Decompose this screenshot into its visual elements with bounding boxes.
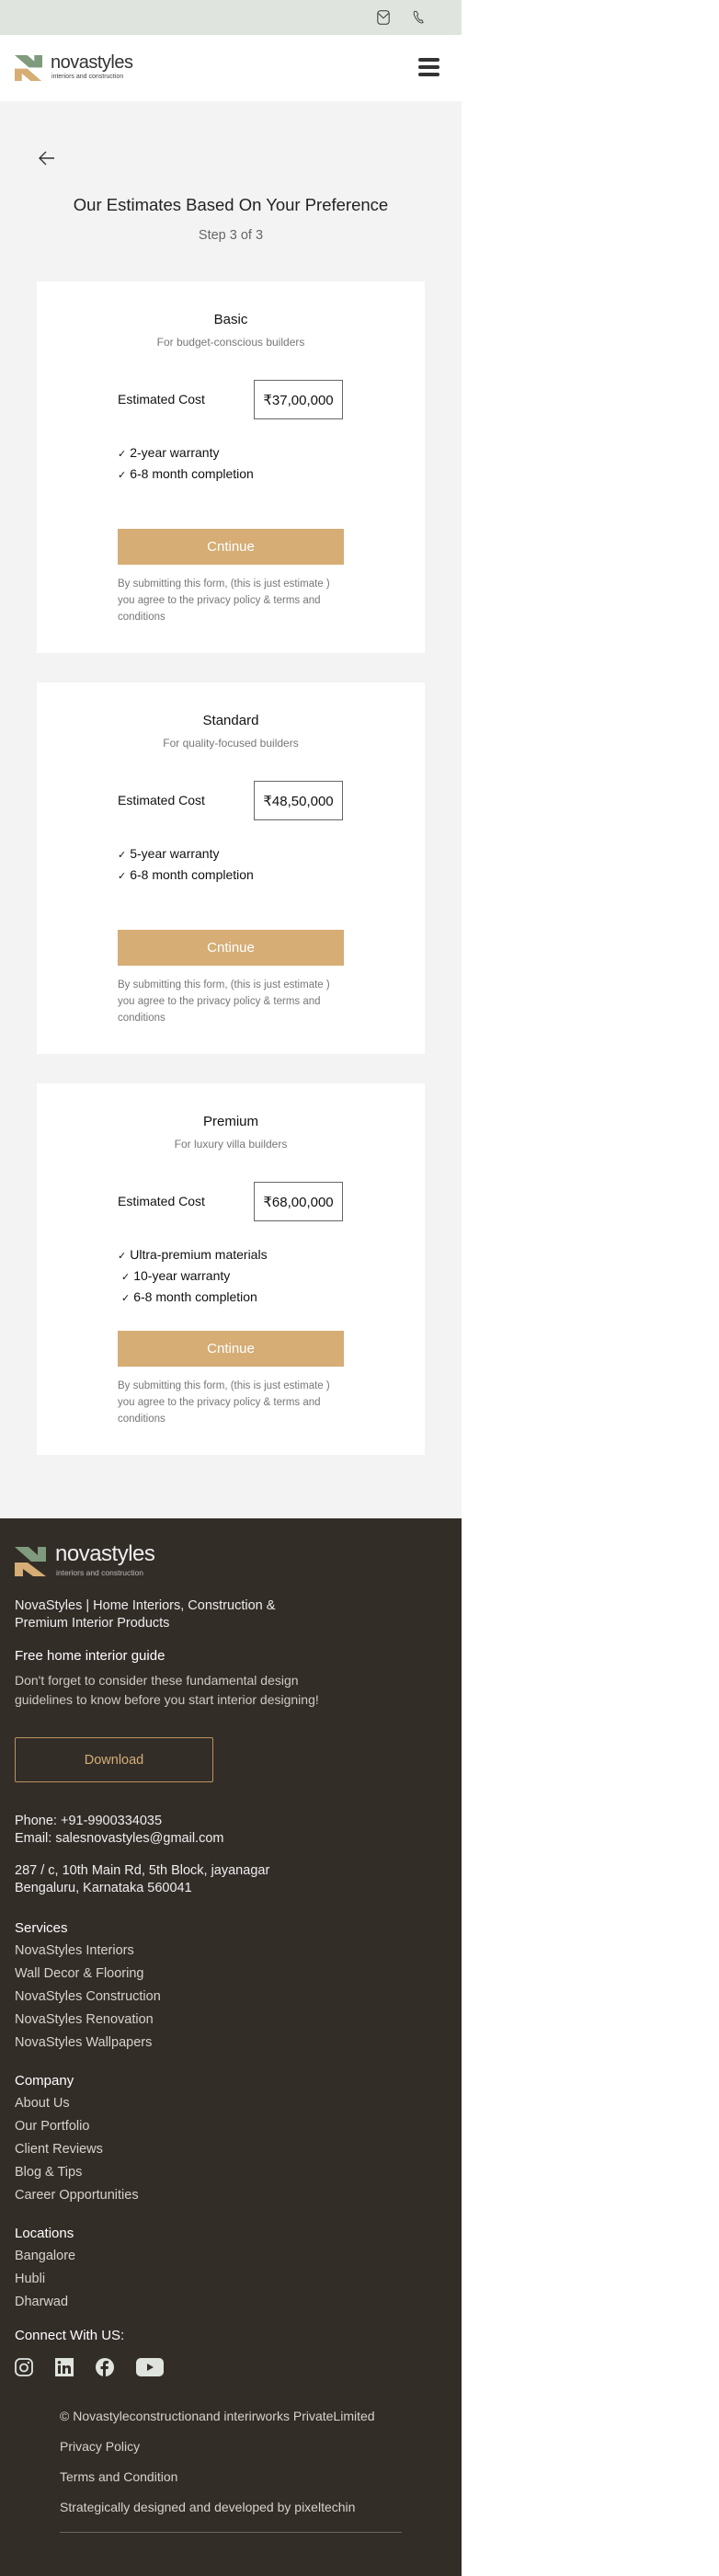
check-icon: ✓ xyxy=(118,871,127,882)
footer-logo[interactable] xyxy=(15,1541,155,1582)
feature-text: 6-8 month completion xyxy=(130,867,254,882)
company-link[interactable]: About Us xyxy=(15,2096,70,2111)
services-link[interactable]: NovaStyles Renovation xyxy=(15,2012,154,2027)
terms-link[interactable]: Terms and Condition xyxy=(60,2469,178,2484)
linkedin-icon[interactable] xyxy=(55,2358,74,2376)
site-header xyxy=(0,35,462,101)
plan-card-basic xyxy=(37,281,425,653)
disclaimer: By submitting this form, (this is just estimate ) you agree to the privacy policy & terms and conditions xyxy=(118,1380,330,1425)
estimates-section xyxy=(0,101,462,1518)
page-title: Our Estimates Based On Your Preference xyxy=(73,195,389,214)
plan-card-premium xyxy=(37,1083,425,1455)
address xyxy=(15,1862,269,1897)
brand-tagline: interiors and construction xyxy=(56,1568,143,1577)
copyright: © Novastyleconstructionand interirworks PrivateLimited xyxy=(60,2409,375,2423)
logo[interactable] xyxy=(15,52,133,86)
top-bar xyxy=(0,0,462,35)
phone-icon[interactable] xyxy=(411,10,427,25)
plan-subtitle: For luxury villa builders xyxy=(174,1138,288,1151)
feature-list xyxy=(118,844,254,887)
feature-list xyxy=(118,443,254,486)
check-icon: ✓ xyxy=(118,449,127,460)
company-section xyxy=(15,2069,139,2207)
step-indicator: Step 3 of 3 xyxy=(198,228,264,243)
phone-link[interactable]: Phone: +91-9900334035 xyxy=(15,1814,163,1828)
feature-text: 6-8 month completion xyxy=(130,466,254,481)
feature-item xyxy=(118,844,254,865)
location-link[interactable]: Hubli xyxy=(15,2272,46,2286)
services-section xyxy=(15,1917,161,2055)
check-icon: ✓ xyxy=(121,1272,131,1283)
youtube-icon[interactable] xyxy=(136,2358,164,2376)
location-link[interactable]: Dharwad xyxy=(15,2295,69,2309)
footer-divider xyxy=(60,2532,402,2533)
services-link[interactable]: NovaStyles Wallpapers xyxy=(15,2035,153,2050)
location-link[interactable]: Bangalore xyxy=(15,2249,76,2263)
feature-item xyxy=(118,1245,268,1266)
feature-text: Ultra-premium materials xyxy=(130,1247,268,1262)
address-line: Bengaluru, Karnataka 560041 xyxy=(15,1881,192,1895)
connect-heading: Connect With US: xyxy=(15,2328,125,2343)
plan-subtitle: For quality-focused builders xyxy=(163,737,299,750)
check-icon: ✓ xyxy=(121,1293,131,1304)
brand-name: novastyles xyxy=(55,1541,155,1566)
logo-mark-icon xyxy=(15,55,43,81)
guide-description: Don't forget to consider these fundamental design guidelines to know before you start interior designing! xyxy=(15,1673,319,1707)
company-link[interactable]: Our Portfolio xyxy=(15,2119,90,2134)
continue-button[interactable]: Cntinue xyxy=(118,529,344,565)
continue-button[interactable]: Cntinue xyxy=(118,1331,344,1367)
plan-name: Basic xyxy=(213,312,248,327)
feature-item xyxy=(118,464,254,486)
continue-button[interactable]: Cntinue xyxy=(118,930,344,966)
services-link[interactable]: NovaStyles Interiors xyxy=(15,1943,134,1958)
email-link[interactable]: Email: salesnovastyles@gmail.com xyxy=(15,1831,224,1846)
guide-title: Free home interior guide xyxy=(15,1648,165,1664)
brand-name: novastyles xyxy=(51,52,133,73)
feature-text: 2-year warranty xyxy=(130,445,220,460)
cost-label: Estimated Cost xyxy=(118,1194,205,1208)
cost-value: ₹37,00,000 xyxy=(254,380,343,419)
services-link[interactable]: Wall Decor & Flooring xyxy=(15,1966,144,1981)
check-icon: ✓ xyxy=(118,850,127,861)
company-link[interactable]: Career Opportunities xyxy=(15,2188,139,2203)
plan-name: Premium xyxy=(202,1114,258,1129)
back-arrow-icon[interactable] xyxy=(39,151,55,166)
contact-info xyxy=(15,1813,223,1848)
company-link[interactable]: Blog & Tips xyxy=(15,2165,83,2180)
address-line: 287 / c, 10th Main Rd, 5th Block, jayanagar xyxy=(15,1863,270,1878)
cost-label: Estimated Cost xyxy=(118,392,205,406)
disclaimer: By submitting this form, (this is just estimate ) you agree to the privacy policy & terms and conditions xyxy=(118,578,330,623)
cost-value: ₹48,50,000 xyxy=(254,781,343,820)
instagram-icon[interactable] xyxy=(15,2358,33,2376)
check-icon: ✓ xyxy=(118,1251,127,1262)
feature-text: 6-8 month completion xyxy=(133,1289,257,1304)
locations-heading: Locations xyxy=(15,2226,74,2241)
cost-value: ₹68,00,000 xyxy=(254,1182,343,1221)
facebook-icon[interactable] xyxy=(96,2358,114,2376)
check-icon: ✓ xyxy=(118,470,127,481)
feature-text: 5-year warranty xyxy=(130,846,220,861)
feature-item xyxy=(118,865,254,887)
footer-tagline: NovaStyles | Home Interiors, Construction & Premium Interior Products xyxy=(15,1598,276,1631)
download-button[interactable]: Download xyxy=(15,1737,213,1782)
disclaimer: By submitting this form, (this is just estimate ) you agree to the privacy policy & terms and conditions xyxy=(118,979,330,1024)
plan-name: Standard xyxy=(202,713,259,728)
feature-item xyxy=(118,443,254,464)
feature-item xyxy=(118,1288,268,1309)
services-heading: Services xyxy=(15,1920,68,1936)
footer-bottom xyxy=(60,2401,375,2523)
locations-section xyxy=(15,2222,75,2314)
privacy-policy-link[interactable]: Privacy Policy xyxy=(60,2439,141,2454)
company-link[interactable]: Client Reviews xyxy=(15,2142,103,2157)
hamburger-menu-icon[interactable] xyxy=(418,58,439,76)
brand-tagline: interiors and construction xyxy=(51,74,124,80)
plan-subtitle: For budget-conscious builders xyxy=(156,336,305,349)
cost-label: Estimated Cost xyxy=(118,793,205,807)
mail-icon[interactable] xyxy=(376,10,391,25)
developer-credit[interactable]: Strategically designed and developed by pixeltechin xyxy=(60,2500,356,2514)
site-footer xyxy=(0,1518,462,2576)
feature-text: 10-year warranty xyxy=(133,1268,231,1283)
feature-list xyxy=(118,1245,268,1309)
feature-item xyxy=(118,1266,268,1288)
logo-mark-icon xyxy=(15,1547,47,1577)
services-link[interactable]: NovaStyles Construction xyxy=(15,1989,161,2004)
plan-card-standard xyxy=(37,682,425,1054)
company-heading: Company xyxy=(15,2073,74,2089)
